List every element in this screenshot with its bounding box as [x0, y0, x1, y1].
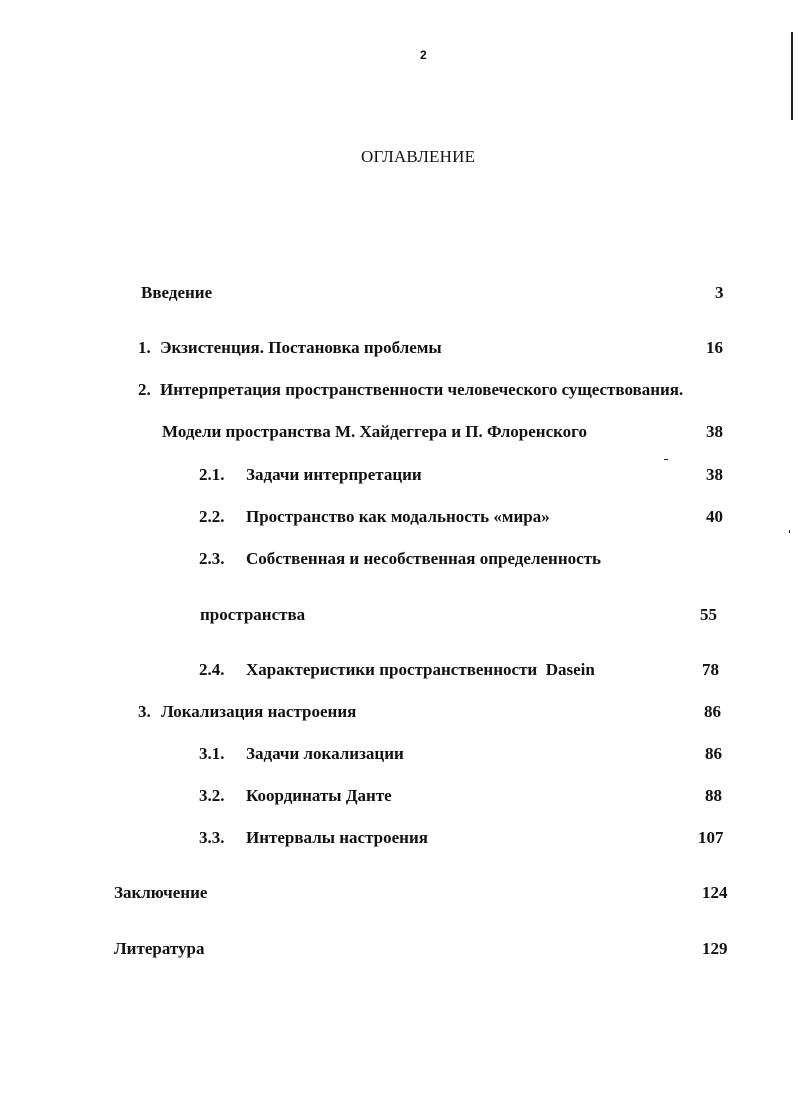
toc-entry-number: 3. [138, 702, 151, 721]
toc-entry-text: Введение [141, 283, 213, 302]
toc-entry-number: 3.3. [199, 828, 225, 847]
toc-entry-text: пространства [200, 605, 306, 624]
toc-entry-number: 2.4. [199, 660, 225, 679]
toc-entry-text: Модели пространства М. Хайдеггера и П. Флоренского [162, 422, 587, 441]
toc-entry-text: Литература [114, 939, 205, 958]
toc-entry-number: 2.2. [199, 507, 225, 526]
toc-entry-text: Экзистенция. Постановка проблемы [160, 338, 442, 357]
toc-entry-page: 40 [706, 507, 723, 526]
toc-entry-number: 1. [138, 338, 151, 357]
toc-entry-page: 38 [706, 465, 723, 484]
toc-entry-page: 55 [700, 605, 717, 624]
toc-entry-text: Интервалы настроения [246, 828, 428, 847]
toc-entry-page: 129 [702, 939, 728, 958]
toc-entry-number: 3.2. [199, 786, 225, 805]
toc-entry-page: 78 [702, 660, 719, 679]
toc-entry-page: 86 [705, 744, 722, 763]
toc-entry-text: Интерпретация пространственности человеческого существования. [160, 380, 684, 399]
toc-entry-number: 2. [138, 380, 151, 399]
toc-entry-text: Задачи интерпретации [246, 465, 422, 484]
toc-entry-text: Координаты Данте [246, 786, 392, 805]
toc-entry-text: Задачи локализации [246, 744, 404, 763]
toc-entry-text: Пространство как модальность «мира» [246, 507, 550, 526]
scan-speck [789, 530, 790, 533]
toc-entry-page: 86 [704, 702, 721, 721]
page-number: 2 [420, 48, 427, 62]
toc-entry-number: 2.1. [199, 465, 225, 484]
toc-entry-page: 16 [706, 338, 723, 357]
toc-entry-text: Локализация настроения [161, 702, 357, 721]
toc-entry-page: 38 [706, 422, 723, 441]
toc-entry-page: 3 [715, 283, 724, 302]
toc-entry-number: 2.3. [199, 549, 225, 568]
toc-entry-page: 107 [698, 828, 724, 847]
toc-entry-text: Заключение [114, 883, 208, 902]
toc-entry-text: Характеристики пространственности Dasein [246, 660, 595, 679]
toc-entry-text: Собственная и несобственная определенность [246, 549, 602, 568]
scan-edge-mark [791, 32, 793, 120]
toc-title: ОГЛАВЛЕНИЕ [361, 147, 476, 166]
toc-entry-page: 88 [705, 786, 722, 805]
toc-entry-page: 124 [702, 883, 728, 902]
scan-speck [664, 459, 668, 460]
toc-entry-number: 3.1. [199, 744, 225, 763]
